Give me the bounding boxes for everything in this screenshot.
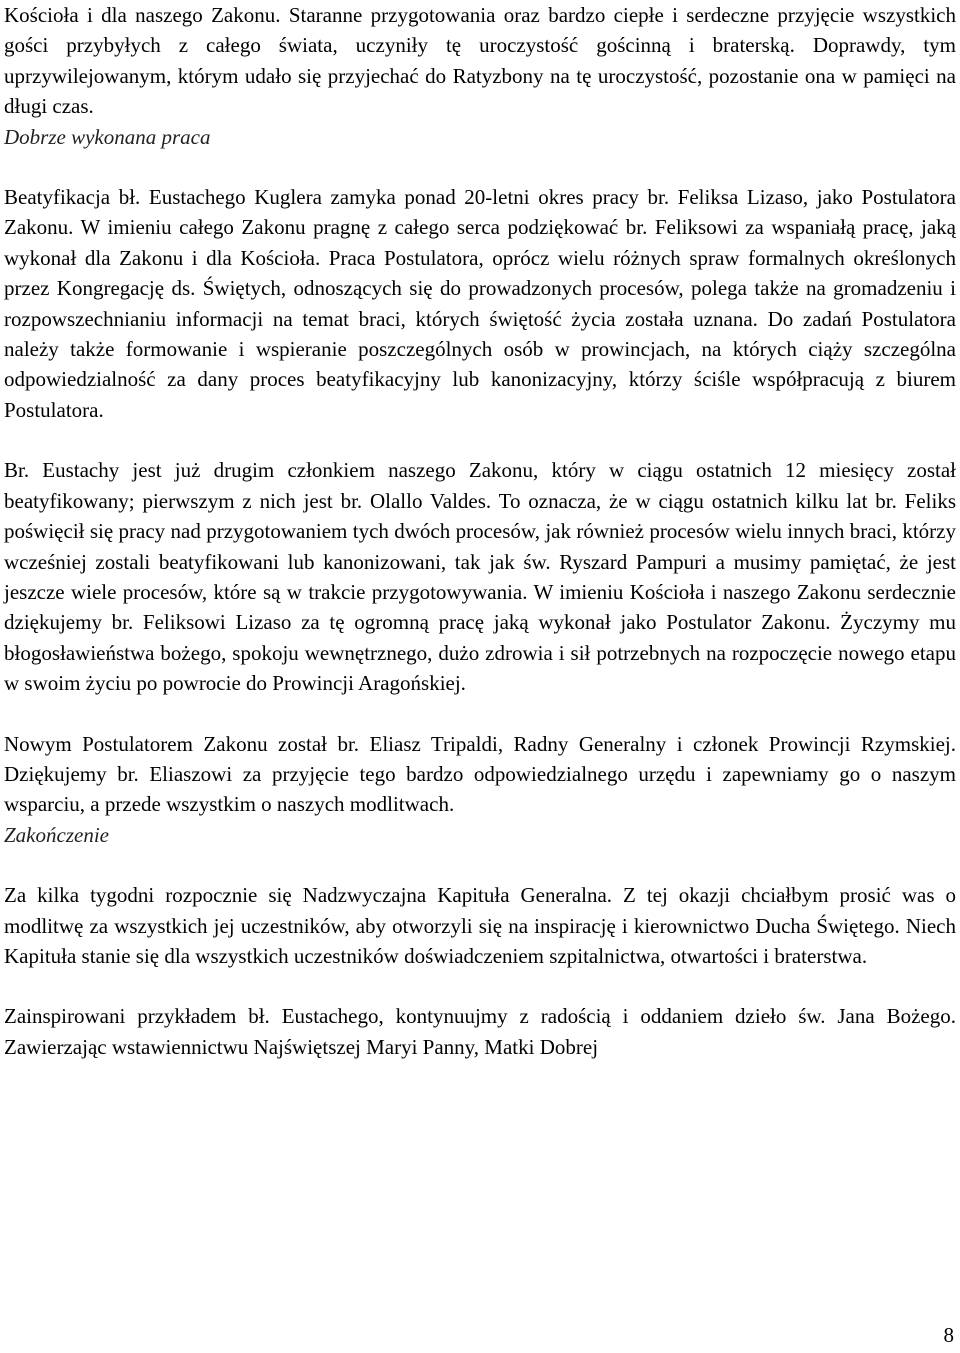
paragraph-eustachy: Br. Eustachy jest już drugim członkiem naszego Zakonu, który w ciągu ostatnich 12 miesięcy został beatyfikowany; pierwszym z nich jest br. Olallo Valdes. To oznacza, że w ciągu ostatnich kilku lat br. Feliks poświęcił się pracy nad przygotowaniem tych dwóch procesów, jak również procesów wielu innych braci, którzy wcześniej zostali beatyfikowani lub kanonizowani, tak jak św. Ryszard Pampuri a musimy pamiętać, że jest jeszcze wiele procesów, które są w trakcie przygotowywania. W imieniu Kościoła i naszego Zakonu serdecznie dziękujemy br. Feliksowi Lizaso za tę ogromną pracę jaką wykonał jako Postulator Zakonu. Życzymy mu błogosławieństwa bożego, spokoju wewnętrznego, dużo zdrowia i sił potrzebnych na rozpoczęcie nowego etapu w swoim życiu po powrocie do Prowincji Aragońskiej.	[4, 458, 956, 696]
document-page	[4, 0, 956, 1062]
paragraph-beatification: Beatyfikacja bł. Eustachego Kuglera zamyka ponad 20-letni okres pracy br. Feliksa Lizaso, jako Postulatora Zakonu. W imieniu całego Zakonu pragnę z całego serca podziękować br. Feliksowi za wspaniałą pracę, jaką wykonał dla Zakonu i dla Kościoła. Praca Postulatora, oprócz wielu różnych spraw formalnych określonych przez Kongregację ds. Świętych, odnoszących się do prowadzonych procesów, polega także na gromadzeniu i rozpowszechnianiu informacji na temat braci, których świętość życia została uznana. Do zadań Postulatora należy także formowanie i wspieranie poszczególnych osób w prowincjach, na których ciąży szczególna odpowiedzialność za dany proces beatyfikacyjny lub kanonizacyjny, którzy ściśle współpracują z biurem Postulatora.	[4, 185, 956, 422]
section-heading-good-work: Dobrze wykonana praca	[4, 124, 211, 149]
paragraph-chapter: Za kilka tygodni rozpocznie się Nadzwyczajna Kapituła Generalna. Z tej okazji chciałbym prosić was o modlitwę za wszystkich jej uczestników, aby otworzyli się na inspirację i kierownictwo Ducha Świętego. Niech Kapituła stanie się dla wszystkich uczestników doświadczeniem szpitalnictwa, otwartości i braterstwa.	[4, 883, 956, 968]
paragraph-new-postulator: Nowym Postulatorem Zakonu został br. Eliasz Tripaldi, Radny Generalny i członek Prowincji Rzymskiej. Dziękujemy br. Eliaszowi za przyjęcie tego bardzo odpowiedzialnego urzędu i zapewniamy go o naszym wsparciu, a przede wszystkim o naszych modlitwach.	[4, 731, 956, 817]
section-heading-conclusion: Zakończenie	[4, 822, 109, 847]
paragraph-inspired: Zainspirowani przykładem bł. Eustachego, kontynuujmy z radością i oddaniem dzieło św. Jana Bożego. Zawierzając wstawiennictwu Najświętszej Maryi Panny, Matki Dobrej	[4, 1004, 956, 1059]
page-number: 8	[943, 1323, 954, 1347]
intro-paragraph: Kościoła i dla naszego Zakonu. Staranne przygotowania oraz bardzo ciepłe i serdeczne przyjęcie wszystkich gości przybyłych z całego świata, uczyniły tę uroczystość gościnną i braterską. Doprawdy, tym uprzywilejowanym, którym udało się przyjechać do Ratyzbony na tę uroczystość, pozostanie ona w pamięci na długi czas.	[4, 3, 956, 119]
